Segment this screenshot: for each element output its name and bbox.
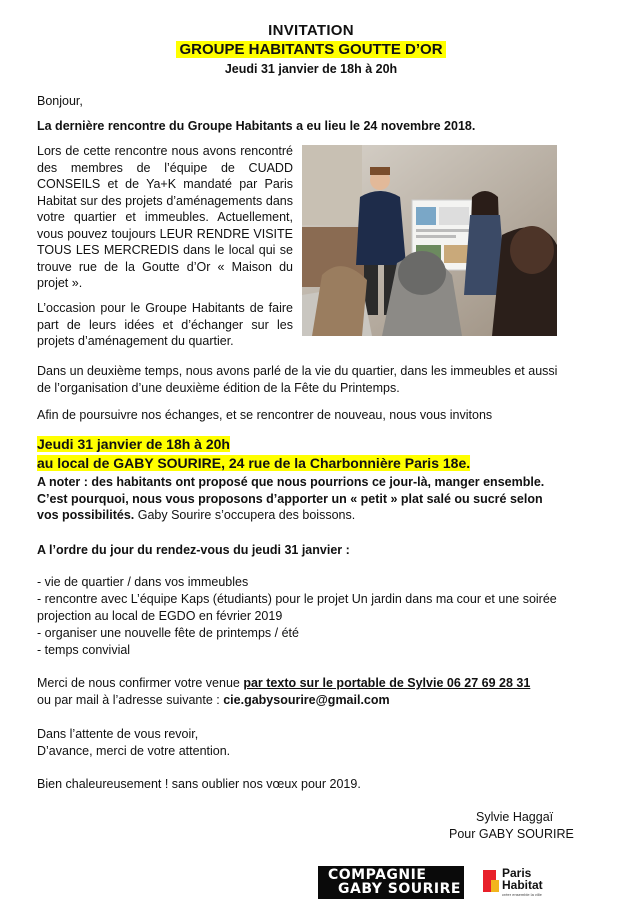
group-title: [0, 41, 622, 58]
closing-1: Dans l’attente de vous revoir,: [37, 727, 199, 741]
agenda-item: - temps convivial: [37, 643, 131, 657]
meeting-photo-image: [302, 145, 557, 336]
mail-address[interactable]: cie.gabysourire@gmail.com: [223, 693, 390, 707]
event-place-text: au local de GABY SOURIRE, 24 rue de la Charbonnière Paris 18e.: [37, 455, 471, 471]
paris-logo-line1: Paris: [502, 866, 532, 880]
paris-habitat-logo: [481, 864, 561, 900]
meeting-photo: [302, 145, 557, 336]
agenda-item: - rencontre avec L’équipe Kaps (étudiants) pour le projet Un jardin dans ma cour et une soirée projection au local de EGDO en février 2019: [37, 592, 557, 623]
paris-habitat-mark-accent-icon: [491, 880, 499, 892]
para-invite: Afin de poursuivre nos échanges, et se rencontrer de nouveau, nous vous invitons: [37, 408, 493, 422]
event-date: [37, 435, 230, 453]
confirm-line: [37, 675, 530, 692]
paris-logo-tagline: créer ensemble la ville: [502, 892, 542, 897]
agenda-title: A l’ordre du jour du rendez-vous du jeudi 31 janvier :: [37, 543, 350, 557]
para-occasion: L’occasion pour le Groupe Habitants de faire part de leurs idées et d’échanger sur les projets d’aménagement du quartier.: [37, 301, 293, 348]
mail-text: ou par mail à l’adresse suivante :: [37, 693, 224, 707]
confirm-sms: par texto sur le portable de Sylvie 06 27 69 28 31: [243, 676, 531, 690]
confirm-text: Merci de nous confirmer votre venue: [37, 676, 244, 690]
gaby-logo-line1: COMPAGNIE: [328, 867, 427, 883]
closing-2: D’avance, merci de votre attention.: [37, 744, 231, 758]
note: [37, 474, 559, 524]
event-date-text: Jeudi 31 janvier de 18h à 20h: [37, 436, 230, 452]
signature-org: Pour GABY SOURIRE: [449, 827, 574, 841]
greeting: Bonjour,: [37, 94, 83, 108]
para-second-time: Dans un deuxième temps, nous avons parlé de la vie du quartier, dans les immeubles et aussi de l’organisation d’une deuxième édition de la Fête du Printemps.: [37, 364, 558, 395]
note-plain: Gaby Sourire s’occupera des boissons.: [134, 508, 356, 522]
group-title-text: GROUPE HABITANTS GOUTTE D’OR: [176, 41, 445, 58]
signature-name: Sylvie Haggaï: [476, 810, 554, 824]
gaby-logo-line2: GABY SOURIRE: [338, 881, 461, 897]
intro: La dernière rencontre du Groupe Habitants a eu lieu le 24 novembre 2018.: [37, 119, 476, 133]
agenda-item: - organiser une nouvelle fête de printemps / été: [37, 626, 299, 640]
invitation-title: INVITATION: [268, 22, 354, 39]
paris-logo-line2: Habitat: [502, 878, 543, 892]
agenda-item: - vie de quartier / dans vos immeubles: [37, 575, 249, 589]
gaby-sourire-logo: [318, 866, 464, 899]
event-place: [37, 454, 470, 472]
para-meeting: Lors de cette rencontre nous avons rencontré des membres de l’équipe de CUADD CONSEILS et de Ya+K mandaté par Paris Habitat sur des projets d’aménagements dans votre quartier et immeubles. Actuellement, vous pouvez toujours LEUR RENDRE VISITE TOUS LES MERCREDIS dans le local qui se trouve rue de la Goutte d’Or « Maison du projet ».: [37, 144, 293, 290]
closing-3: Bien chaleureusement ! sans oublier nos vœux pour 2019.: [37, 777, 361, 791]
mail-line: [37, 692, 390, 709]
header-date: Jeudi 31 janvier de 18h à 20h: [224, 62, 398, 76]
note-bold: A noter : des habitants ont proposé que nous pourrions ce jour-là, manger ensemble. C’est pourquoi, nous vous proposons d’apporter un « petit » plat salé ou sucré selon vos possibilités.: [37, 475, 545, 522]
